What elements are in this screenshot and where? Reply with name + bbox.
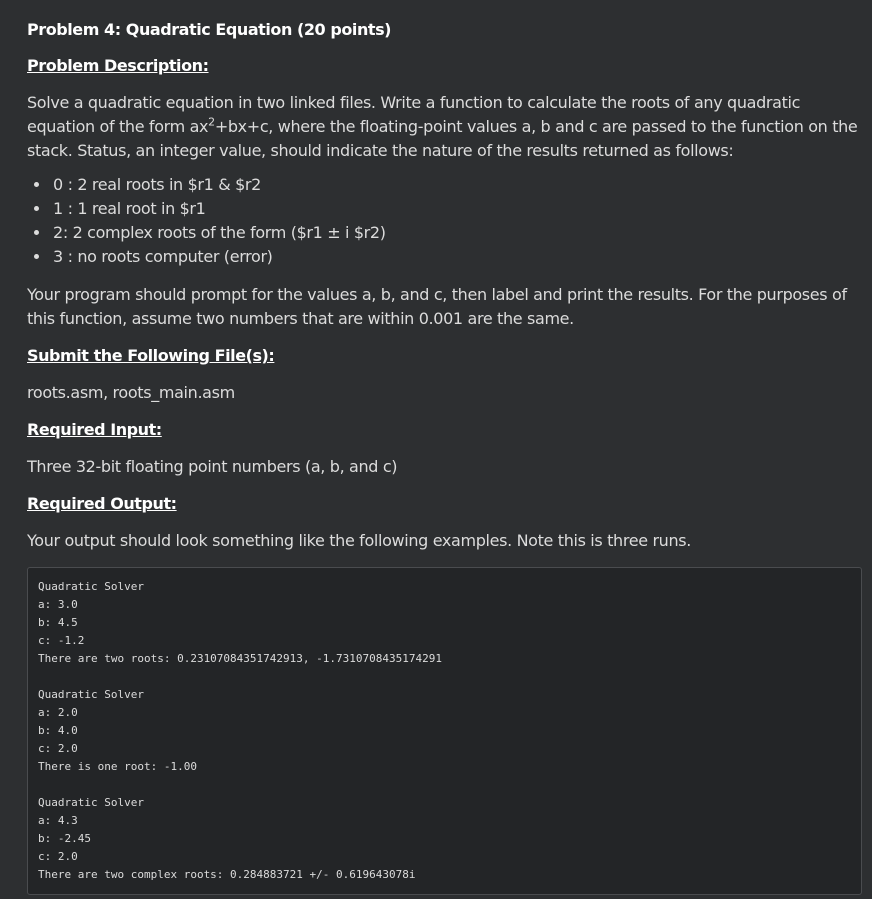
code-line: c: 2.0 xyxy=(38,850,78,863)
code-line: a: 3.0 xyxy=(38,598,78,611)
input-text: Three 32-bit floating point numbers (a, b, and c) xyxy=(27,457,398,476)
submit-heading: Submit the Following File(s): xyxy=(27,346,275,365)
description-paragraph xyxy=(27,91,872,163)
code-line: c: -1.2 xyxy=(38,634,85,647)
code-line: There are two complex roots: 0.284883721 +/- 0.619643078i xyxy=(38,868,416,881)
code-blank-line xyxy=(38,668,861,686)
list-item: • 1 : 1 real root in $r1 xyxy=(51,197,872,221)
prompt-paragraph: Your program should prompt for the values a, b, and c, then label and print the results. For the purposes of this function, assume two numbers that are within 0.001 are the same. xyxy=(27,285,847,328)
exponent: 2 xyxy=(208,115,215,129)
code-line: There are two roots: 0.23107084351742913, -1.7310708435174291 xyxy=(38,652,442,665)
description-heading: Problem Description: xyxy=(27,56,209,75)
input-heading: Required Input: xyxy=(27,420,162,439)
description-text-a: Solve a quadratic equation in two linked files. Write a function to calculate the roots of any quadratic equation of the form ax xyxy=(27,93,801,136)
description-text-b: +bx+c, where the floating-point values a, b and c are passed to the function on the stack. Status, an integer value, should indicate the nature of the results returned as follows: xyxy=(27,117,858,160)
code-line: b: 4.5 xyxy=(38,616,78,629)
code-line: Quadratic Solver xyxy=(38,796,144,809)
code-block[interactable] xyxy=(27,567,862,895)
code-blank-line xyxy=(38,776,861,794)
list-item: • 3 : no roots computer (error) xyxy=(51,245,872,269)
code-line: c: 2.0 xyxy=(38,742,78,755)
problem-title: Problem 4: Quadratic Equation (20 points) xyxy=(27,20,392,39)
submit-files-text: roots.asm, roots_main.asm xyxy=(27,383,235,402)
code-line: Quadratic Solver xyxy=(38,688,144,701)
output-heading: Required Output: xyxy=(27,494,177,513)
code-line: a: 2.0 xyxy=(38,706,78,719)
code-line: a: 4.3 xyxy=(38,814,78,827)
code-line: Quadratic Solver xyxy=(38,580,144,593)
code-line: There is one root: -1.00 xyxy=(38,760,197,773)
output-text: Your output should look something like the following examples. Note this is three runs. xyxy=(27,531,691,550)
list-item: • 2: 2 complex roots of the form ($r1 ± i $r2) xyxy=(51,221,872,245)
status-list xyxy=(27,173,872,269)
code-line: b: -2.45 xyxy=(38,832,91,845)
code-line: b: 4.0 xyxy=(38,724,78,737)
list-item: • 0 : 2 real roots in $r1 & $r2 xyxy=(51,173,872,197)
